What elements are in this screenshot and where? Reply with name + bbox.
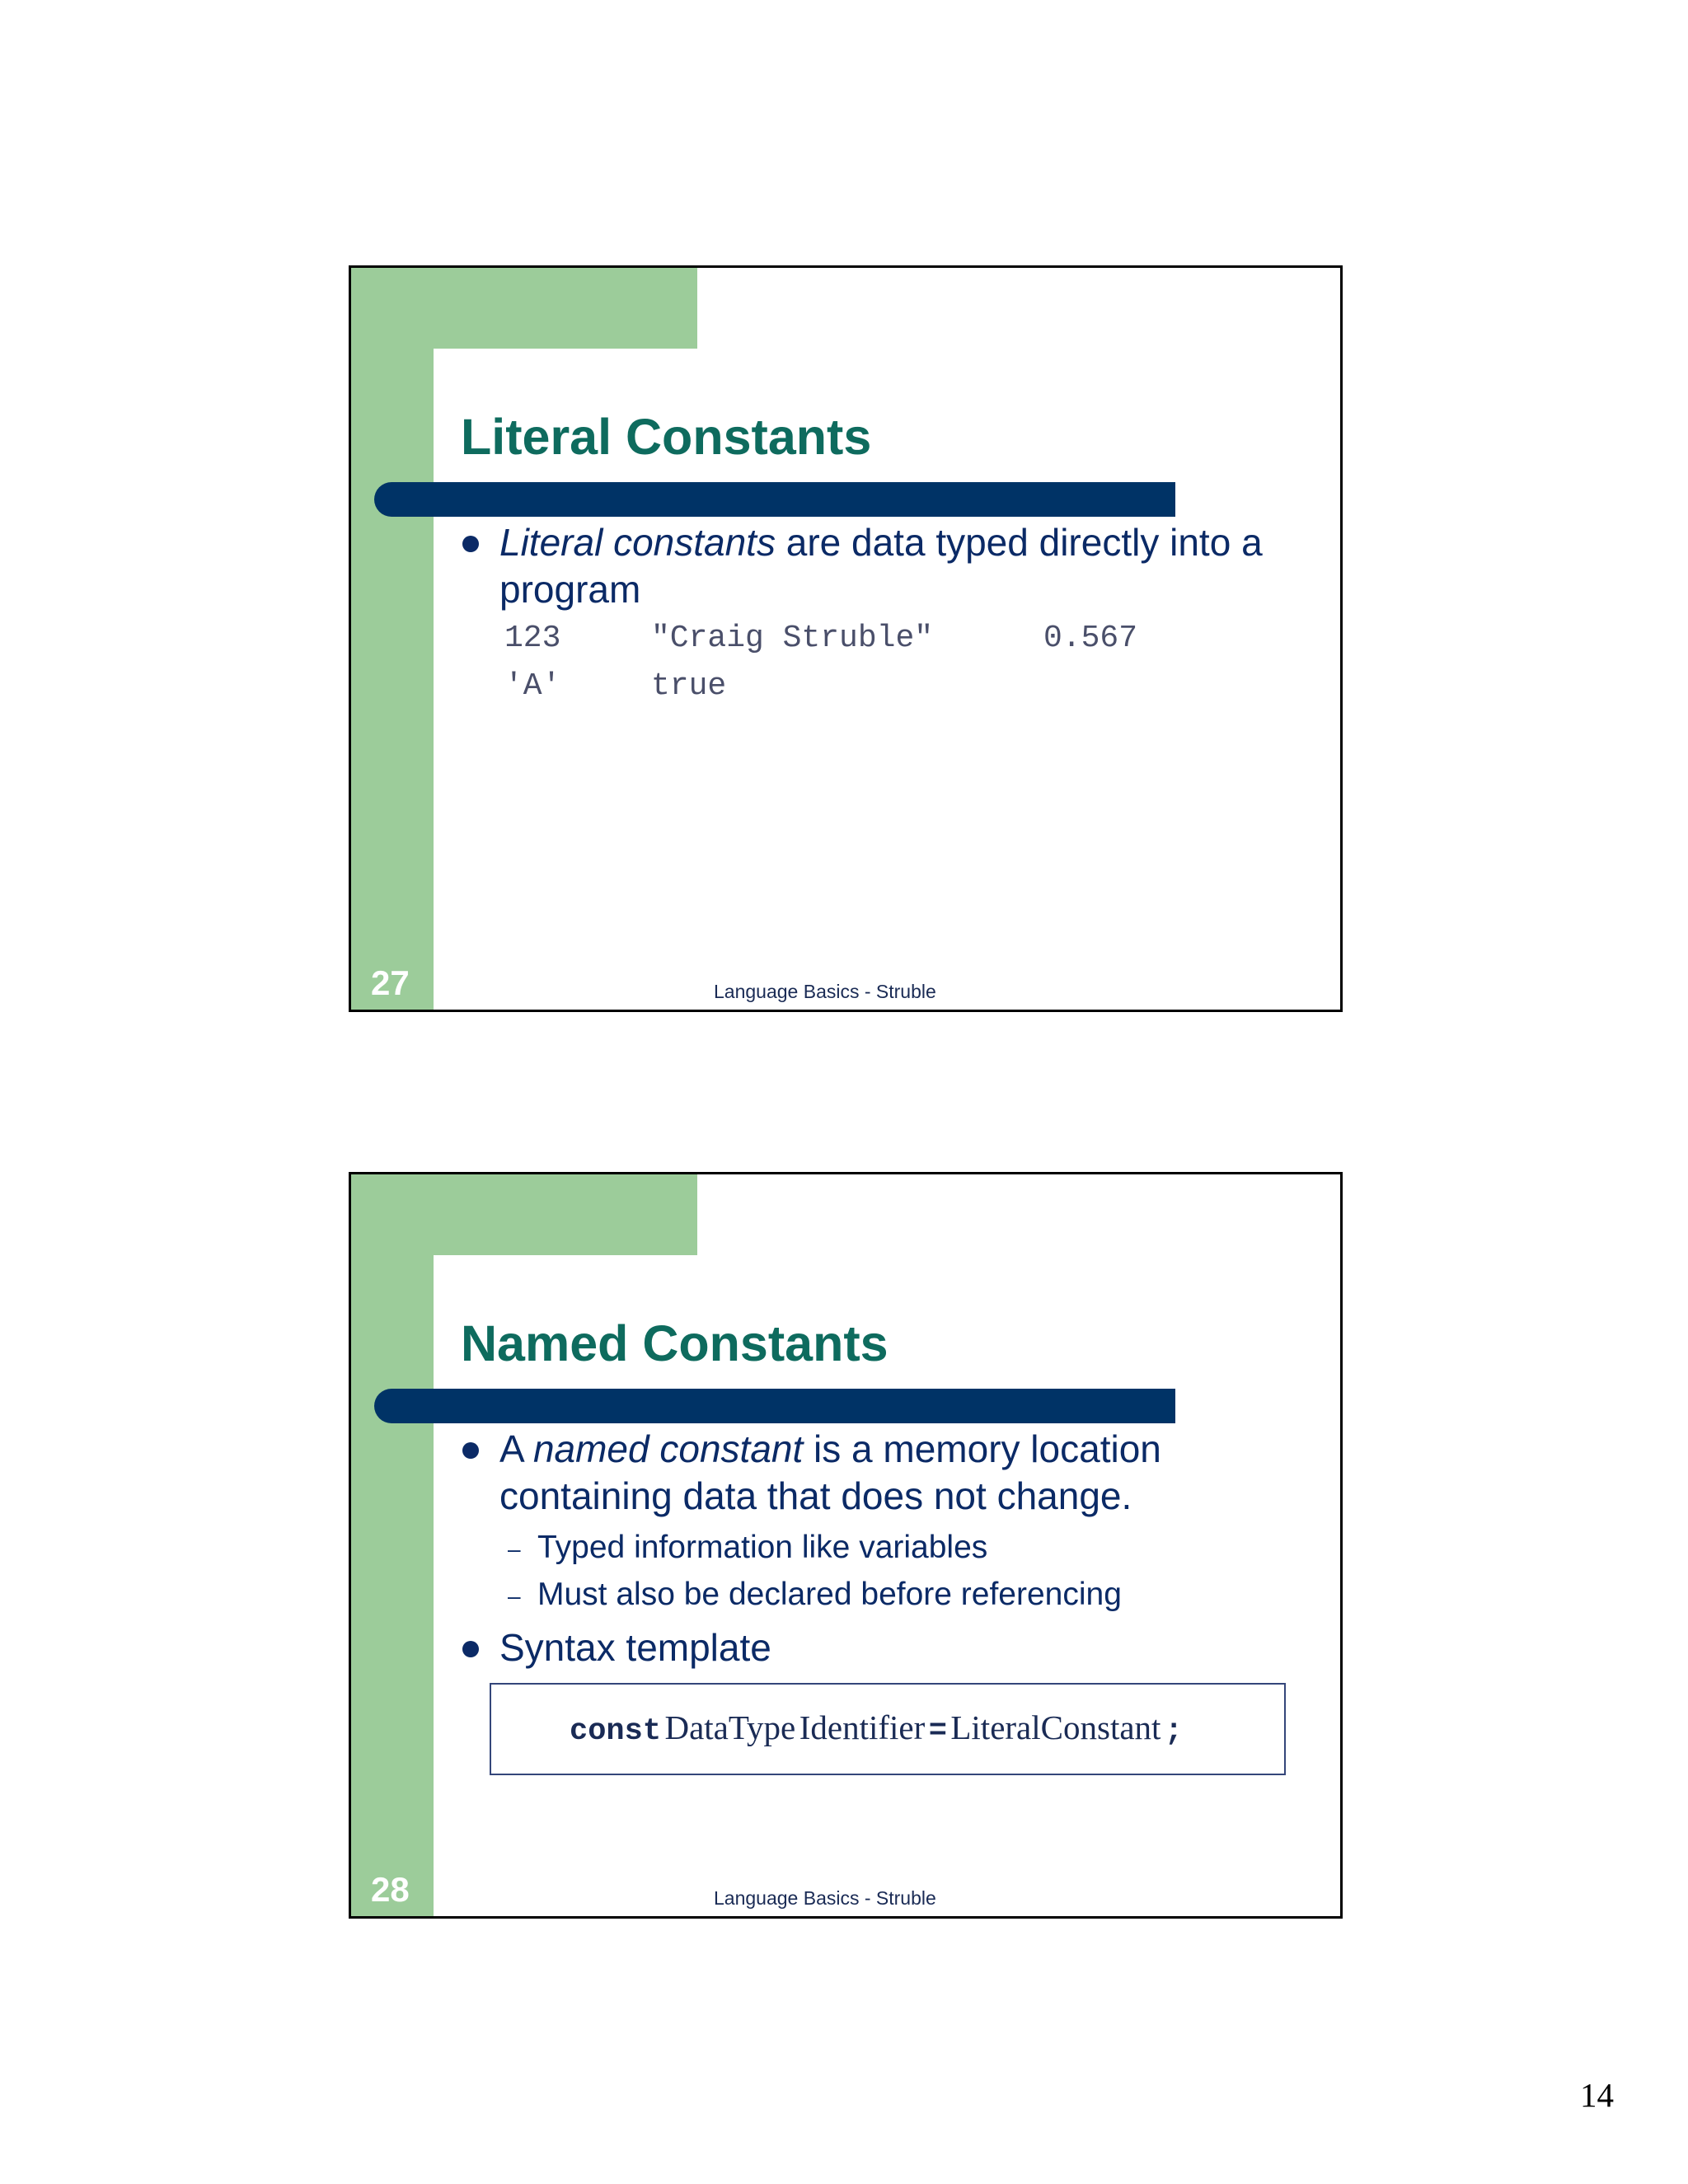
syntax-datatype: DataType [664, 1708, 796, 1746]
syntax-template-line [570, 1708, 1183, 1749]
bullet-text [499, 519, 1287, 613]
slide-27 [349, 265, 1343, 1012]
bullet-text-pre: A [499, 1427, 533, 1470]
slide-accent-left [351, 1174, 434, 1916]
slide-title: Named Constants [461, 1315, 889, 1371]
slide-accent-left [351, 268, 434, 1010]
bullet-text: Syntax template [499, 1626, 771, 1669]
bullet-named-constant [462, 1426, 1287, 1520]
bullet-text-line2: containing data that does not change. [499, 1474, 1132, 1517]
bullet-dot-icon [462, 1641, 479, 1657]
syntax-equals: = [928, 1714, 947, 1749]
code-literal-string: "Craig Struble" [651, 621, 934, 656]
slide-accent-top [351, 1174, 697, 1255]
syntax-template-box [490, 1683, 1286, 1775]
bullet-text-line2: program [499, 568, 641, 611]
bullet-syntax-template [462, 1624, 1287, 1671]
subitem-typed-info [508, 1527, 987, 1570]
bullet-dot-icon [462, 1442, 479, 1459]
bullet-dot-icon [462, 536, 479, 552]
subitem-text: Typed information like variables [537, 1530, 988, 1565]
bullet-text [499, 1426, 1287, 1520]
bullet-text-rest: are data typed directly into a [775, 521, 1263, 564]
page-number: 14 [1580, 2076, 1614, 2114]
slide-footer: Language Basics - Struble [714, 1887, 936, 1909]
bullet-italic-term: named constant [532, 1427, 804, 1470]
title-underline-bar [374, 482, 1175, 517]
slide-title: Literal Constants [461, 409, 872, 465]
code-literal-double: 0.567 [1043, 621, 1138, 656]
subitem-text: Must also be declared before referencing [537, 1577, 1122, 1612]
syntax-keyword-const: const [570, 1714, 662, 1749]
bullet-text-rest: is a memory location [803, 1427, 1161, 1470]
bullet-italic-term: Literal constants [499, 521, 776, 564]
subitem-declare-before [508, 1574, 1122, 1617]
slide-accent-top [351, 268, 697, 349]
code-literal-bool: true [651, 668, 727, 704]
dash-icon: – [508, 1535, 521, 1562]
slide-28 [349, 1172, 1343, 1919]
dash-icon: – [508, 1582, 521, 1609]
syntax-semicolon: ; [1164, 1714, 1184, 1749]
slide-number: 27 [371, 963, 410, 1002]
title-underline-bar [374, 1389, 1175, 1423]
slide-number: 28 [371, 1870, 410, 1909]
syntax-identifier: Identifier [799, 1708, 926, 1746]
slide-footer: Language Basics - Struble [714, 981, 936, 1002]
code-literal-int: 123 [504, 621, 561, 656]
syntax-literal-constant: LiteralConstant [950, 1708, 1161, 1746]
bullet-literal-constants [462, 519, 1287, 613]
code-literal-char: 'A' [504, 668, 561, 704]
